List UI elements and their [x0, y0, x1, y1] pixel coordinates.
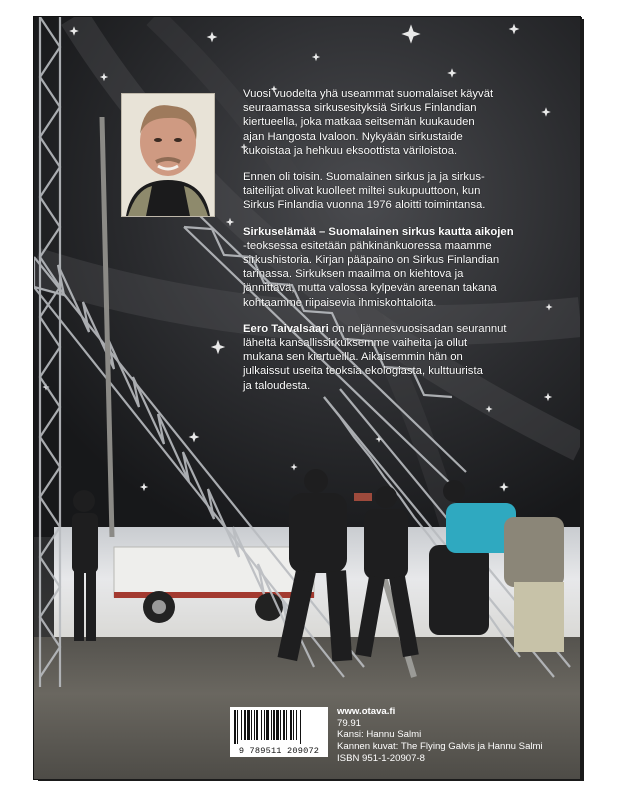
blurb-paragraph-1: Vuosi vuodelta yhä useammat suomalaiset käyvät seuraamassa sirkusesityksiä Sirkus Finlandian kiertueella, joka matkaa seitsemän kuukauden ajan Hangosta Ivaloon. Nykyään sirkustaide kukoistaa ja hehkuu eksoottista väriloistoa.: [243, 88, 494, 157]
cover-photos-credit: Kannen kuvat: The Flying Galvis ja Hannu Salmi: [337, 741, 543, 753]
blurb-paragraph-4-text: on neljännesvuosisadan seurannut läheltä kansallissirkuksemme vaiheita ja ollut mukana sen kiertueilla. Aikaisemmin hän on julkaissut useita teoksia ekologiasta, kulttuurista ja taloudesta.: [243, 322, 507, 392]
publisher-website[interactable]: www.otava.fi: [337, 706, 396, 717]
cover-design-credit: Kansi: Hannu Salmi: [337, 729, 422, 741]
isbn-barcode: [230, 707, 328, 757]
class-code: 79.91: [337, 717, 362, 729]
isbn-number: ISBN 951-1-20907-8: [337, 752, 425, 764]
blurb-paragraph-4: [243, 322, 553, 393]
barcode-digits: 9 789511 209072: [238, 746, 320, 756]
back-cover-blurb: [243, 87, 553, 405]
author-photo: [121, 93, 215, 217]
blurb-paragraph-3-text: -teoksessa esitetään pähkinänkuoressa maamme sirkushistoria. Kirjan pääpaino on Sirkus Finlandian tarinassa. Sirkuksen maailma on kiehtova ja jännittävä, mutta valossa kylpevän areenan takana kohtaamme riipaisevia ihmiskohtaloita.: [243, 239, 500, 309]
workers-silhouettes: [64, 467, 574, 687]
author-name: Eero Taivalsaari: [243, 322, 329, 335]
book-back-cover: [34, 17, 580, 779]
publisher-info: [337, 706, 567, 765]
barcode-bars: [230, 710, 328, 748]
blurb-paragraph-2: Ennen oli toisin. Suomalainen sirkus ja ja sirkus- taiteilijat olivat kuolleet miltei sukupuuttoon, kun Sirkus Finlandia vuonna 1976 aloitti toimintansa.: [243, 171, 486, 212]
blurb-paragraph-3: [243, 225, 553, 310]
author-portrait-illustration: [122, 94, 214, 216]
book-title-inline: Sirkuselämää – Suomalainen sirkus kautta aikojen: [243, 225, 514, 238]
